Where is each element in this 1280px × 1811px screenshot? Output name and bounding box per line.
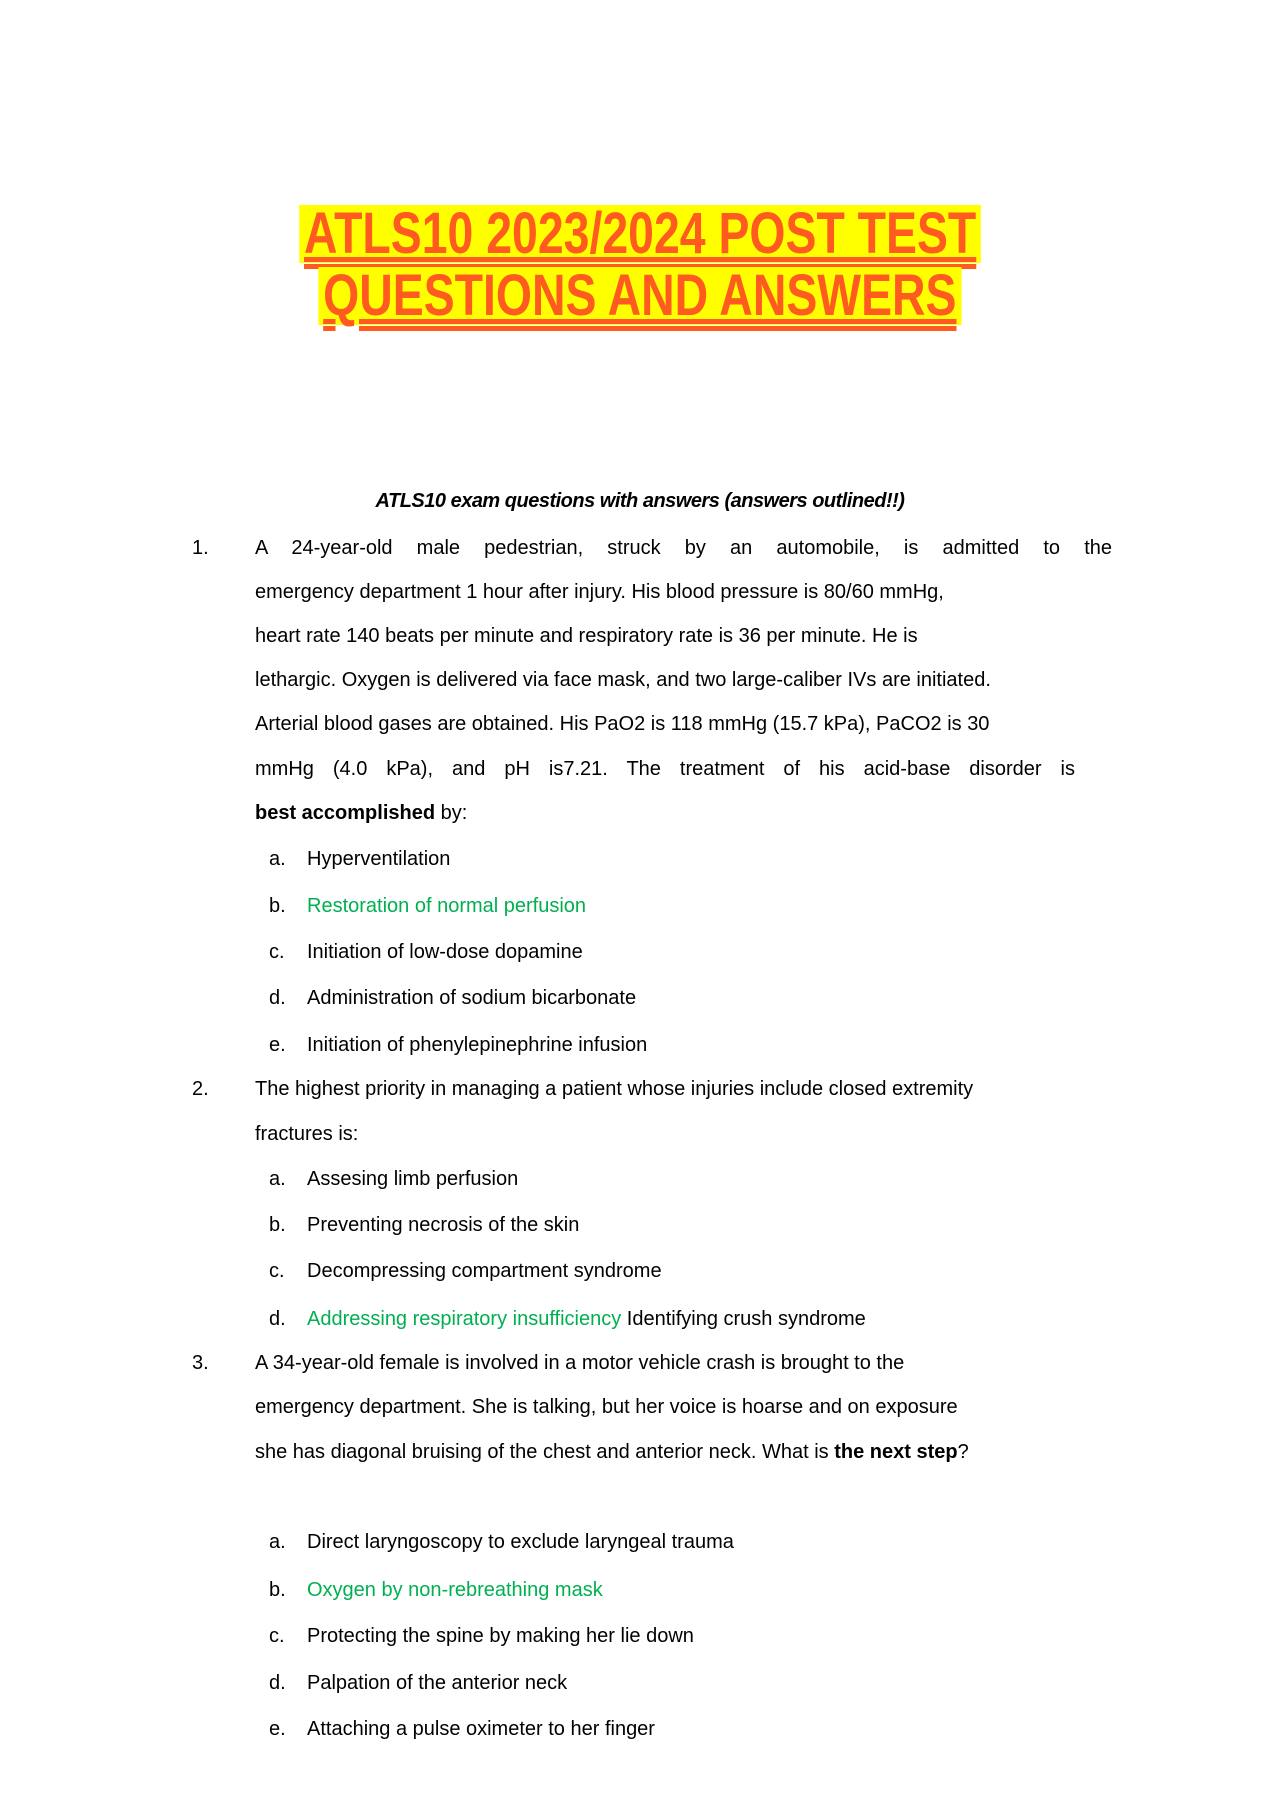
question-text-line: The highest priority in managing a patient whose injuries include closed extremity [255,1078,974,1100]
question-text-line [255,1440,969,1464]
title-text: QUESTIONS AND ANSWERS [319,267,962,325]
option-d [269,1671,568,1695]
option-b-correct [269,894,587,918]
option-a [269,847,451,871]
correct-answer-text: Oxygen by non-rebreathing mask [307,1579,603,1601]
subtitle: ATLS10 exam questions with answers (answers outlined!!) [375,490,905,512]
option-text: Preventing necrosis of the skin [307,1214,580,1236]
question-number: 2. [192,1078,209,1100]
text: she has diagonal bruising of the chest and anterior neck. What is [255,1441,835,1463]
bold-text: the next step [834,1441,958,1463]
question-text-line [255,801,467,825]
option-text: Assesing limb perfusion [307,1168,519,1190]
question-number: 3. [192,1352,209,1374]
question-text-line: emergency department 1 hour after injury. His blood pressure is 80/60 mmHg, [255,581,944,603]
text: ? [957,1441,969,1463]
option-letter: e. [269,1718,286,1740]
option-a [269,1530,734,1554]
option-text: Identifying crush syndrome [621,1308,866,1330]
option-letter: c. [269,1625,285,1647]
question-text-line: Arterial blood gases are obtained. His PaO2 is 118 mmHg (15.7 kPa), PaCO2 is 30 [255,713,990,735]
correct-answer-text: Restoration of normal perfusion [307,895,587,917]
question-text-line: emergency department. She is talking, but her voice is hoarse and on exposure [255,1396,958,1418]
option-letter: e. [269,1034,286,1056]
option-letter: d. [269,987,286,1009]
option-d [269,986,637,1010]
option-letter: a. [269,1531,286,1553]
question-number: 1. [192,537,209,559]
document-title-line-1 [0,201,1280,266]
option-e [269,1033,648,1057]
question-text-line: A 24-year-old male pedestrian, struck by an automobile, is admitted to the [255,537,1112,559]
option-a [269,1167,519,1191]
option-e [269,1717,655,1741]
option-letter: a. [269,848,286,870]
option-d-correct [269,1307,866,1331]
question-text-line: A 34-year-old female is involved in a motor vehicle crash is brought to the [255,1352,905,1374]
option-text: Initiation of low-dose dopamine [307,941,583,963]
text: by: [435,802,468,824]
option-text: Direct laryngoscopy to exclude laryngeal trauma [307,1531,734,1553]
option-c [269,940,583,964]
option-letter: c. [269,1260,285,1282]
option-letter: d. [269,1672,286,1694]
option-letter: d. [269,1308,286,1330]
question-text-line: lethargic. Oxygen is delivered via face mask, and two large-caliber IVs are initiated. [255,669,991,691]
question-text-line: heart rate 140 beats per minute and respiratory rate is 36 per minute. He is [255,625,918,647]
option-b-correct [269,1578,603,1602]
question-text-line: fractures is: [255,1123,359,1145]
title-text: ATLS10 2023/2024 POST TEST [299,205,981,263]
option-text: Protecting the spine by making her lie down [307,1625,694,1647]
option-letter: b. [269,1214,286,1236]
option-text: Initiation of phenylepinephrine infusion [307,1034,648,1056]
option-text: Decompressing compartment syndrome [307,1260,662,1282]
option-c [269,1624,694,1648]
option-text: Hyperventilation [307,848,451,870]
option-letter: b. [269,1579,286,1601]
bold-text: best accomplished [255,802,436,824]
option-letter: b. [269,895,286,917]
option-letter: a. [269,1168,286,1190]
option-c [269,1259,662,1283]
option-letter: c. [269,941,285,963]
option-text: Administration of sodium bicarbonate [307,987,637,1009]
option-text: Attaching a pulse oximeter to her finger [307,1718,655,1740]
option-b [269,1213,580,1237]
document-title-line-2 [0,263,1280,328]
option-text: Palpation of the anterior neck [307,1672,568,1694]
question-text-line: mmHg (4.0 kPa), and pH is7.21. The treatment of his acid-base disorder is [255,758,1075,780]
correct-answer-text: Addressing respiratory insufficiency [307,1308,622,1330]
